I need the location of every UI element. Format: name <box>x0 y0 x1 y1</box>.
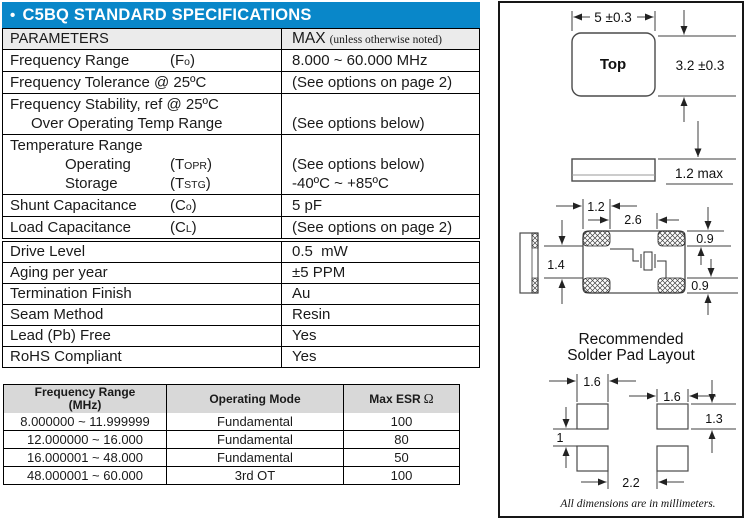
value-line: Yes <box>292 348 317 365</box>
parameter-cell <box>3 72 282 93</box>
symbol-prefix: (C <box>170 197 186 214</box>
parameter-name: Frequency Tolerance @ 25ºC <box>10 74 207 91</box>
parameter-name: Storage <box>65 175 118 192</box>
parameter-line <box>10 136 279 155</box>
value-line: (See options below) <box>292 156 425 173</box>
pad-gap-dim-label: 1.4 <box>547 258 565 272</box>
parameter-name: RoHS Compliant <box>10 348 122 365</box>
symbol-subscript: L <box>185 223 192 235</box>
parameter-line <box>10 95 279 114</box>
value-line <box>292 95 477 114</box>
symbol-subscript: o <box>184 56 191 68</box>
esr-max-esr-cell: 100 <box>390 468 413 483</box>
esr-header-operating-mode: Operating Mode <box>167 385 344 413</box>
pad-pitch-dim-label: 2.2 <box>622 476 640 490</box>
page-title: C5BQ STANDARD SPECIFICATIONS <box>22 5 312 24</box>
title-bar <box>2 2 480 28</box>
symbol-suffix: ) <box>190 52 196 69</box>
esr-table <box>3 384 460 485</box>
symbol-prefix: (C <box>170 219 186 236</box>
parameter-cell <box>3 217 282 238</box>
esr-operating-mode-cell: Fundamental <box>167 449 344 466</box>
value-line: ±5 PPM <box>292 264 346 281</box>
hatched-pad <box>583 278 610 293</box>
symbol-prefix: (T <box>170 175 185 192</box>
value-line: 0.5 mW <box>292 243 348 260</box>
parameter-line <box>10 306 279 324</box>
spec-row <box>3 242 479 262</box>
parameter-line <box>10 51 279 70</box>
value-cell <box>282 72 479 93</box>
value-cell <box>282 326 479 346</box>
spec-table <box>2 28 480 368</box>
parameter-name: Seam Method <box>10 306 104 323</box>
spec-row <box>3 304 479 325</box>
value-cell <box>282 217 479 238</box>
value-line: (See options on page 2) <box>292 219 453 236</box>
symbol-subscript: o <box>185 201 192 213</box>
spec-row <box>3 325 479 346</box>
parameter-name: Frequency Range <box>10 52 130 69</box>
value-line: -40ºC ~ +85ºC <box>292 175 389 192</box>
value-cell <box>282 50 479 71</box>
esr-frequency-range-cell: 8.000000 ~ 11.999999 <box>4 413 167 430</box>
bottom-pad-height-dim-label: 0.9 <box>691 279 709 293</box>
right-pad-width-dim-label: 1.6 <box>663 390 681 404</box>
pad-span-dim-label: 2.6 <box>624 213 642 227</box>
omega-symbol: Ω <box>423 391 434 406</box>
spec-row <box>3 71 479 93</box>
solder-pad <box>657 446 688 471</box>
parameter-cell <box>3 305 282 325</box>
esr-operating-mode-cell: 3rd OT <box>167 467 344 484</box>
solder-pad <box>657 404 688 429</box>
hatched-pad <box>658 278 685 293</box>
mechanical-drawing <box>500 3 742 516</box>
esr-table-row <box>4 448 459 466</box>
spec-row <box>3 262 479 283</box>
spec-row <box>3 194 479 216</box>
parameter-name: Operating <box>65 156 131 173</box>
mechanical-drawing-panel <box>498 1 744 518</box>
value-cell <box>282 242 479 262</box>
parameter-symbol <box>170 218 197 239</box>
parameters-header-cell <box>3 29 282 49</box>
value-cell <box>282 347 479 367</box>
thickness-dim-label: 1.2 max <box>674 166 724 181</box>
symbol-prefix: (F <box>170 52 185 69</box>
parameter-cell <box>3 50 282 71</box>
parameter-name: Lead (Pb) Free <box>10 327 111 344</box>
parameter-cell <box>3 263 282 283</box>
pad-height-dim-label: 1.3 <box>705 412 723 426</box>
parameter-line <box>10 348 279 366</box>
esr-table-header-row <box>4 385 459 413</box>
solder-pad <box>577 446 608 471</box>
package-side-outline <box>572 159 655 181</box>
value-line: Yes <box>292 327 317 344</box>
esr-operating-mode-cell: Fundamental <box>167 413 344 430</box>
esr-frequency-range-cell: 12.000000 ~ 16.000 <box>4 431 167 448</box>
value-cell <box>282 135 479 194</box>
parameter-line <box>10 196 279 215</box>
symbol-subscript: STG <box>184 179 206 191</box>
top-view-label: Top <box>599 56 627 73</box>
solder-pad <box>577 404 608 429</box>
value-line: 5 pF <box>292 197 323 214</box>
symbol-subscript: OPR <box>184 160 207 172</box>
value-cell <box>282 284 479 304</box>
max-header-label: MAX <box>292 30 326 47</box>
parameter-name: Frequency Stability, ref @ 25ºC <box>10 96 219 113</box>
parameter-line <box>10 73 279 92</box>
parameter-cell <box>3 94 282 134</box>
parameter-name: Temperature Range <box>10 137 143 154</box>
esr-max-esr-cell: 80 <box>394 432 409 447</box>
value-line: (See options below) <box>292 115 425 132</box>
solder-pad-layout-drawing <box>549 374 736 489</box>
pad-layout-title-line2: Solder Pad Layout <box>567 347 695 364</box>
value-cell <box>282 263 479 283</box>
spec-row <box>3 49 479 71</box>
max-header-note: (unless otherwise noted) <box>329 34 443 46</box>
esr-frequency-range-cell: 16.000001 ~ 48.000 <box>4 449 167 466</box>
parameter-line <box>10 174 279 193</box>
parameter-name: Shunt Capacitance <box>10 197 137 214</box>
spec-row <box>3 346 479 367</box>
top-width-dim-label: 5 ±0.3 <box>594 10 632 25</box>
dimensions-footnote: All dimensions are in millimeters. <box>560 498 716 510</box>
parameter-cell <box>3 195 282 216</box>
parameter-name: Over Operating Temp Range <box>31 115 223 132</box>
value-line: Resin <box>292 306 331 323</box>
value-cell <box>282 94 479 134</box>
parameter-name: Termination Finish <box>10 285 132 302</box>
parameter-cell <box>3 135 282 194</box>
symbol-suffix: ) <box>191 197 197 214</box>
esr-table-row <box>4 466 459 484</box>
parameter-line <box>10 218 279 237</box>
parameter-line <box>10 155 279 174</box>
top-view-drawing <box>572 10 736 157</box>
value-cell <box>282 195 479 216</box>
spec-row <box>3 93 479 134</box>
hatched-castellation <box>532 278 538 293</box>
value-line: Au <box>292 285 311 302</box>
parameter-name: Aging per year <box>10 264 108 281</box>
spec-table-section-1 <box>2 28 480 239</box>
row-gap-dim-label: 1 <box>556 431 564 445</box>
esr-table-row <box>4 413 459 430</box>
parameter-cell <box>3 242 282 262</box>
top-pad-height-dim-label: 0.9 <box>696 232 714 246</box>
hatched-pad <box>658 231 685 246</box>
hatched-pad <box>583 231 610 246</box>
symbol-suffix: ) <box>206 156 212 173</box>
parameter-cell <box>3 326 282 346</box>
symbol-prefix: (T <box>170 156 185 173</box>
left-pad-width-dim-label: 1.6 <box>583 375 601 389</box>
top-height-dim-label: 3.2 ±0.3 <box>675 58 725 73</box>
spec-row <box>3 134 479 194</box>
value-cell <box>282 305 479 325</box>
parameter-line <box>10 327 279 345</box>
hatched-castellation <box>532 233 538 248</box>
parameter-cell <box>3 347 282 367</box>
esr-max-esr-cell: 100 <box>390 414 413 429</box>
esr-frequency-range-cell: 48.000001 ~ 60.000 <box>4 467 167 484</box>
parameter-symbol <box>170 155 212 176</box>
esr-table-row <box>4 430 459 448</box>
pad-width-dim-label: 1.2 <box>587 200 605 214</box>
parameter-cell <box>3 284 282 304</box>
parameter-line <box>10 114 279 133</box>
symbol-suffix: ) <box>191 219 197 236</box>
pad-layout-title-line1: Recommended <box>578 331 684 348</box>
parameter-symbol <box>170 174 211 195</box>
esr-header-frequency-range: Frequency Range (MHz) <box>4 385 167 413</box>
parameter-name: Drive Level <box>10 243 86 260</box>
spec-row <box>3 216 479 238</box>
symbol-suffix: ) <box>205 175 211 192</box>
esr-header-max-esr: Max ESR Ω <box>369 391 434 406</box>
value-line: 8.000 ~ 60.000 MHz <box>292 52 428 69</box>
max-header-cell <box>282 29 479 49</box>
parameters-header-label: PARAMETERS <box>10 31 109 47</box>
spec-table-section-2 <box>2 241 480 368</box>
parameter-symbol <box>170 51 195 72</box>
value-line <box>292 136 477 155</box>
esr-max-esr-cell: 50 <box>394 450 409 465</box>
parameter-symbol <box>170 196 197 217</box>
parameter-name: Load Capacitance <box>10 219 131 236</box>
parameter-line <box>10 243 279 261</box>
parameter-line <box>10 264 279 282</box>
spec-table-header-row <box>3 29 479 49</box>
parameter-line <box>10 285 279 303</box>
esr-operating-mode-cell: Fundamental <box>167 431 344 448</box>
spec-row <box>3 283 479 304</box>
value-line: (See options on page 2) <box>292 74 453 91</box>
bullet-icon: • <box>10 6 16 24</box>
